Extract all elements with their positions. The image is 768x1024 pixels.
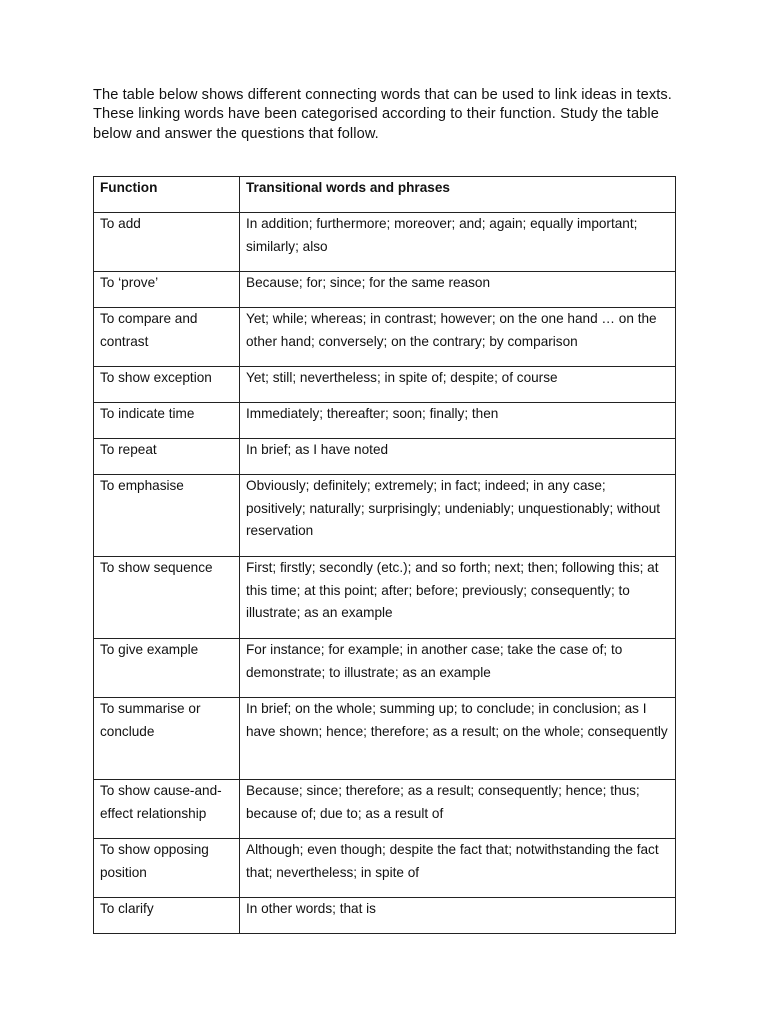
table-row bbox=[94, 367, 676, 403]
table-row bbox=[94, 475, 676, 557]
table-row bbox=[94, 698, 676, 780]
function-cell: To show sequence bbox=[94, 557, 240, 639]
function-cell: To show exception bbox=[94, 367, 240, 403]
table-header-row bbox=[94, 177, 676, 213]
words-cell: Because; for; since; for the same reason bbox=[240, 272, 676, 308]
words-cell: In brief; as I have noted bbox=[240, 439, 676, 475]
words-cell: Yet; still; nevertheless; in spite of; despite; of course bbox=[240, 367, 676, 403]
table-row bbox=[94, 272, 676, 308]
function-cell: To add bbox=[94, 213, 240, 272]
function-cell: To clarify bbox=[94, 898, 240, 934]
table-row bbox=[94, 839, 676, 898]
words-cell: Yet; while; whereas; in contrast; however; on the one hand … on the other hand; conversely; on the contrary; by comparison bbox=[240, 308, 676, 367]
words-cell: Because; since; therefore; as a result; consequently; hence; thus; because of; due to; as a result of bbox=[240, 780, 676, 839]
table-row bbox=[94, 213, 676, 272]
function-cell: To give example bbox=[94, 639, 240, 698]
function-cell: To show cause-and-effect relationship bbox=[94, 780, 240, 839]
words-cell: In other words; that is bbox=[240, 898, 676, 934]
words-cell: Although; even though; despite the fact that; notwithstanding the fact that; nevertheless; in spite of bbox=[240, 839, 676, 898]
intro-paragraph: The table below shows different connecting words that can be used to link ideas in texts. These linking words have been categorised according to their function. Study the table below and answer the questions that follow. bbox=[93, 87, 672, 142]
table-row bbox=[94, 557, 676, 639]
function-cell: To emphasise bbox=[94, 475, 240, 557]
table-row bbox=[94, 403, 676, 439]
words-cell: First; firstly; secondly (etc.); and so forth; next; then; following this; at this time; at this point; after; before; previously; consequently; to illustrate; as an example bbox=[240, 557, 676, 639]
table-row bbox=[94, 439, 676, 475]
connecting-words-table bbox=[93, 176, 676, 934]
function-cell: To compare and contrast bbox=[94, 308, 240, 367]
words-cell: Immediately; thereafter; soon; finally; then bbox=[240, 403, 676, 439]
function-cell: To repeat bbox=[94, 439, 240, 475]
function-cell: To indicate time bbox=[94, 403, 240, 439]
words-cell: Obviously; definitely; extremely; in fact; indeed; in any case; positively; naturally; surprisingly; undeniably; unquestionably; without reservation bbox=[240, 475, 676, 557]
table-row bbox=[94, 639, 676, 698]
function-cell: To show opposing position bbox=[94, 839, 240, 898]
words-cell: In brief; on the whole; summing up; to conclude; in conclusion; as I have shown; hence; therefore; as a result; on the whole; consequently bbox=[240, 698, 676, 780]
words-cell: For instance; for example; in another case; take the case of; to demonstrate; to illustrate; as an example bbox=[240, 639, 676, 698]
words-cell: In addition; furthermore; moreover; and; again; equally important; similarly; also bbox=[240, 213, 676, 272]
header-transitional-words: Transitional words and phrases bbox=[240, 177, 676, 213]
table-row bbox=[94, 898, 676, 934]
header-function: Function bbox=[94, 177, 240, 213]
function-cell: To summarise or conclude bbox=[94, 698, 240, 780]
function-cell: To ‘prove’ bbox=[94, 272, 240, 308]
table-row bbox=[94, 780, 676, 839]
table-row bbox=[94, 308, 676, 367]
